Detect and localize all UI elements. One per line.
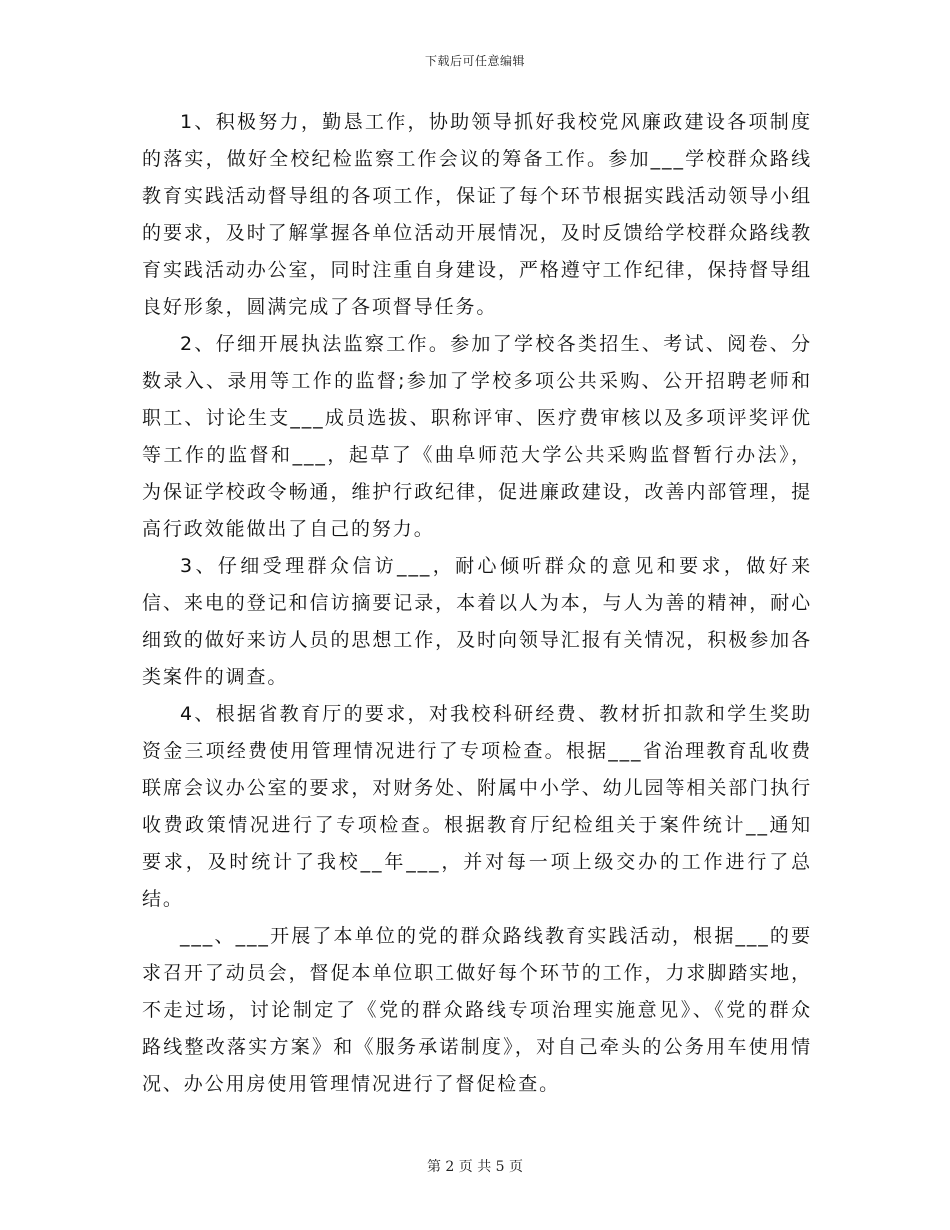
page-header: 下载后可任意编辑 xyxy=(424,54,525,68)
paragraph-3: 3、仔细受理群众信访___，耐心倾听群众的意见和要求，做好来信、来电的登记和信访摘要记录，本着以人为本，与人为善的精神，耐心细致的做好来访人员的思想工作，及时向领导汇报有关情况，积极参加各类案件的调查。 xyxy=(142,555,812,688)
paragraph-2: 2、仔细开展执法监察工作。参加了学校各类招生、考试、阅卷、分数录入、录用等工作的监督;参加了学校多项公共采购、公开招聘老师和职工、讨论生支___成员选拔、职称评审、医疗费审核以及多项评奖评优等工作的监督和___，起草了《曲阜师范大学公共采购监督暂行办法》，为保证学校政令畅通，维护行政纪律，促进廉政建设，改善内部管理，提高行政效能做出了自己的努力。 xyxy=(142,333,812,540)
document-body xyxy=(142,104,812,1103)
paragraph-4: 4、根据省教育厅的要求，对我校科研经费、教材折扣款和学生奖助资金三项经费使用管理情况进行了专项检查。根据___省治理教育乱收费联席会议办公室的要求，对财务处、附属中小学、幼儿园等相关部门执行收费政策情况进行了专项检查。根据教育厅纪检组关于案件统计__通知要求，及时统计了我校__年___，并对每一项上级交办的工作进行了总结。 xyxy=(142,703,812,910)
paragraph-5: ___、___开展了本单位的党的群众路线教育实践活动，根据___的要求召开了动员会，督促本单位职工做好每个环节的工作，力求脚踏实地，不走过场，讨论制定了《党的群众路线专项治理实施意见》、《党的群众路线整改落实方案》和《服务承诺制度》，对自己牵头的公务用车使用情况、办公用房使用管理情况进行了督促检查。 xyxy=(142,925,812,1095)
page-footer: 第 2 页 共 5 页 xyxy=(426,1159,524,1175)
paragraph-1: 1、积极努力，勤恳工作，协助领导抓好我校党风廉政建设各项制度的落实，做好全校纪检监察工作会议的筹备工作。参加___学校群众路线教育实践活动督导组的各项工作，保证了每个环节根据实践活动领导小组的要求，及时了解掌握各单位活动开展情况，及时反馈给学校群众路线教育实践活动办公室，同时注重自身建设，严格遵守工作纪律，保持督导组良好形象，圆满完成了各项督导任务。 xyxy=(142,111,812,318)
